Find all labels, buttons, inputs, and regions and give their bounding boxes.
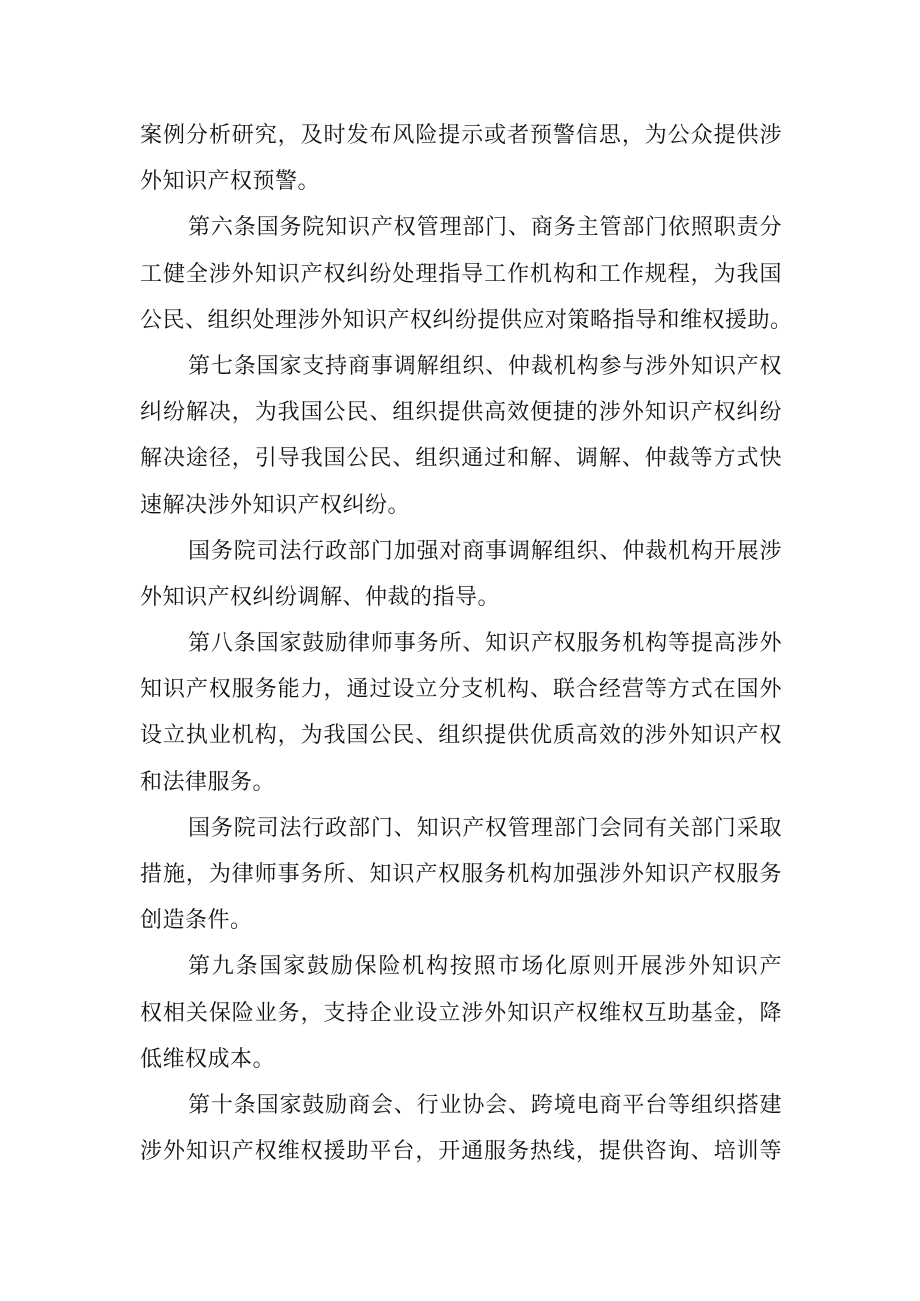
text-line: 和法律服务。 xyxy=(140,769,276,795)
text-line: 国务院司法行政部门加强对商事调解组织、仲裁机构开展涉 xyxy=(188,538,782,564)
text-line: 案例分析研究，及时发布风险提示或者预警信思，为公众提供涉 xyxy=(140,123,782,148)
text-line: 低维权成本。 xyxy=(140,1046,276,1072)
text-line: 设立执业机构，为我国公民、组织提供优质高效的涉外知识产权 xyxy=(140,723,782,749)
text-line: 第九条国家鼓励保险机构按照市场化原则开展涉外知识产 xyxy=(188,954,782,980)
text-line: 公民、组织处理涉外知识产权纠纷提供应对策略指导和维权援助。 xyxy=(140,307,793,333)
text-line: 外知识产权纠纷调解、仲裁的指导。 xyxy=(140,584,501,610)
text-line: 解决途径，引导我国公民、组织通过和解、调解、仲裁等方式快 xyxy=(140,446,782,472)
text-line: 第十条国家鼓励商会、行业协会、跨境电商平台等组织搭建 xyxy=(188,1092,782,1118)
text-line: 工健全涉外知识产权纠纷处理指导工作机构和工作规程，为我国 xyxy=(140,261,782,287)
text-line: 涉外知识产权维权援助平台，开通服务热线，提供咨询、培训等 xyxy=(140,1139,782,1165)
text-line: 创造条件。 xyxy=(140,908,253,934)
text-line: 纠纷解决，为我国公民、组织提供高效便捷的涉外知识产权纠纷 xyxy=(140,400,782,426)
text-line: 措施，为律师事务所、知识产权服务机构加强涉外知识产权服务 xyxy=(140,862,782,887)
text-line: 第八条国家鼓励律师事务所、知识产权服务机构等提高涉外 xyxy=(188,631,782,657)
text-line: 知识产权服务能力，通过设立分支机构、联合经营等方式在国外 xyxy=(140,677,782,703)
text-line: 第六条国务院知识产权管理部门、商务主管部门依照职责分 xyxy=(188,215,782,241)
text-line: 权相关保险业务，支持企业设立涉外知识产权维权互助基金，降 xyxy=(140,1000,782,1026)
document-body xyxy=(140,113,793,1175)
text-line: 第七条国家支持商事调解组织、仲裁机构参与涉外知识产权 xyxy=(188,353,782,379)
text-line: 速解决涉外知识产权纠纷。 xyxy=(140,492,411,518)
text-line: 国务院司法行政部门、知识产权管理部门会同有关部门采取 xyxy=(188,815,782,841)
text-line: 外知识产权预警。 xyxy=(140,169,321,195)
